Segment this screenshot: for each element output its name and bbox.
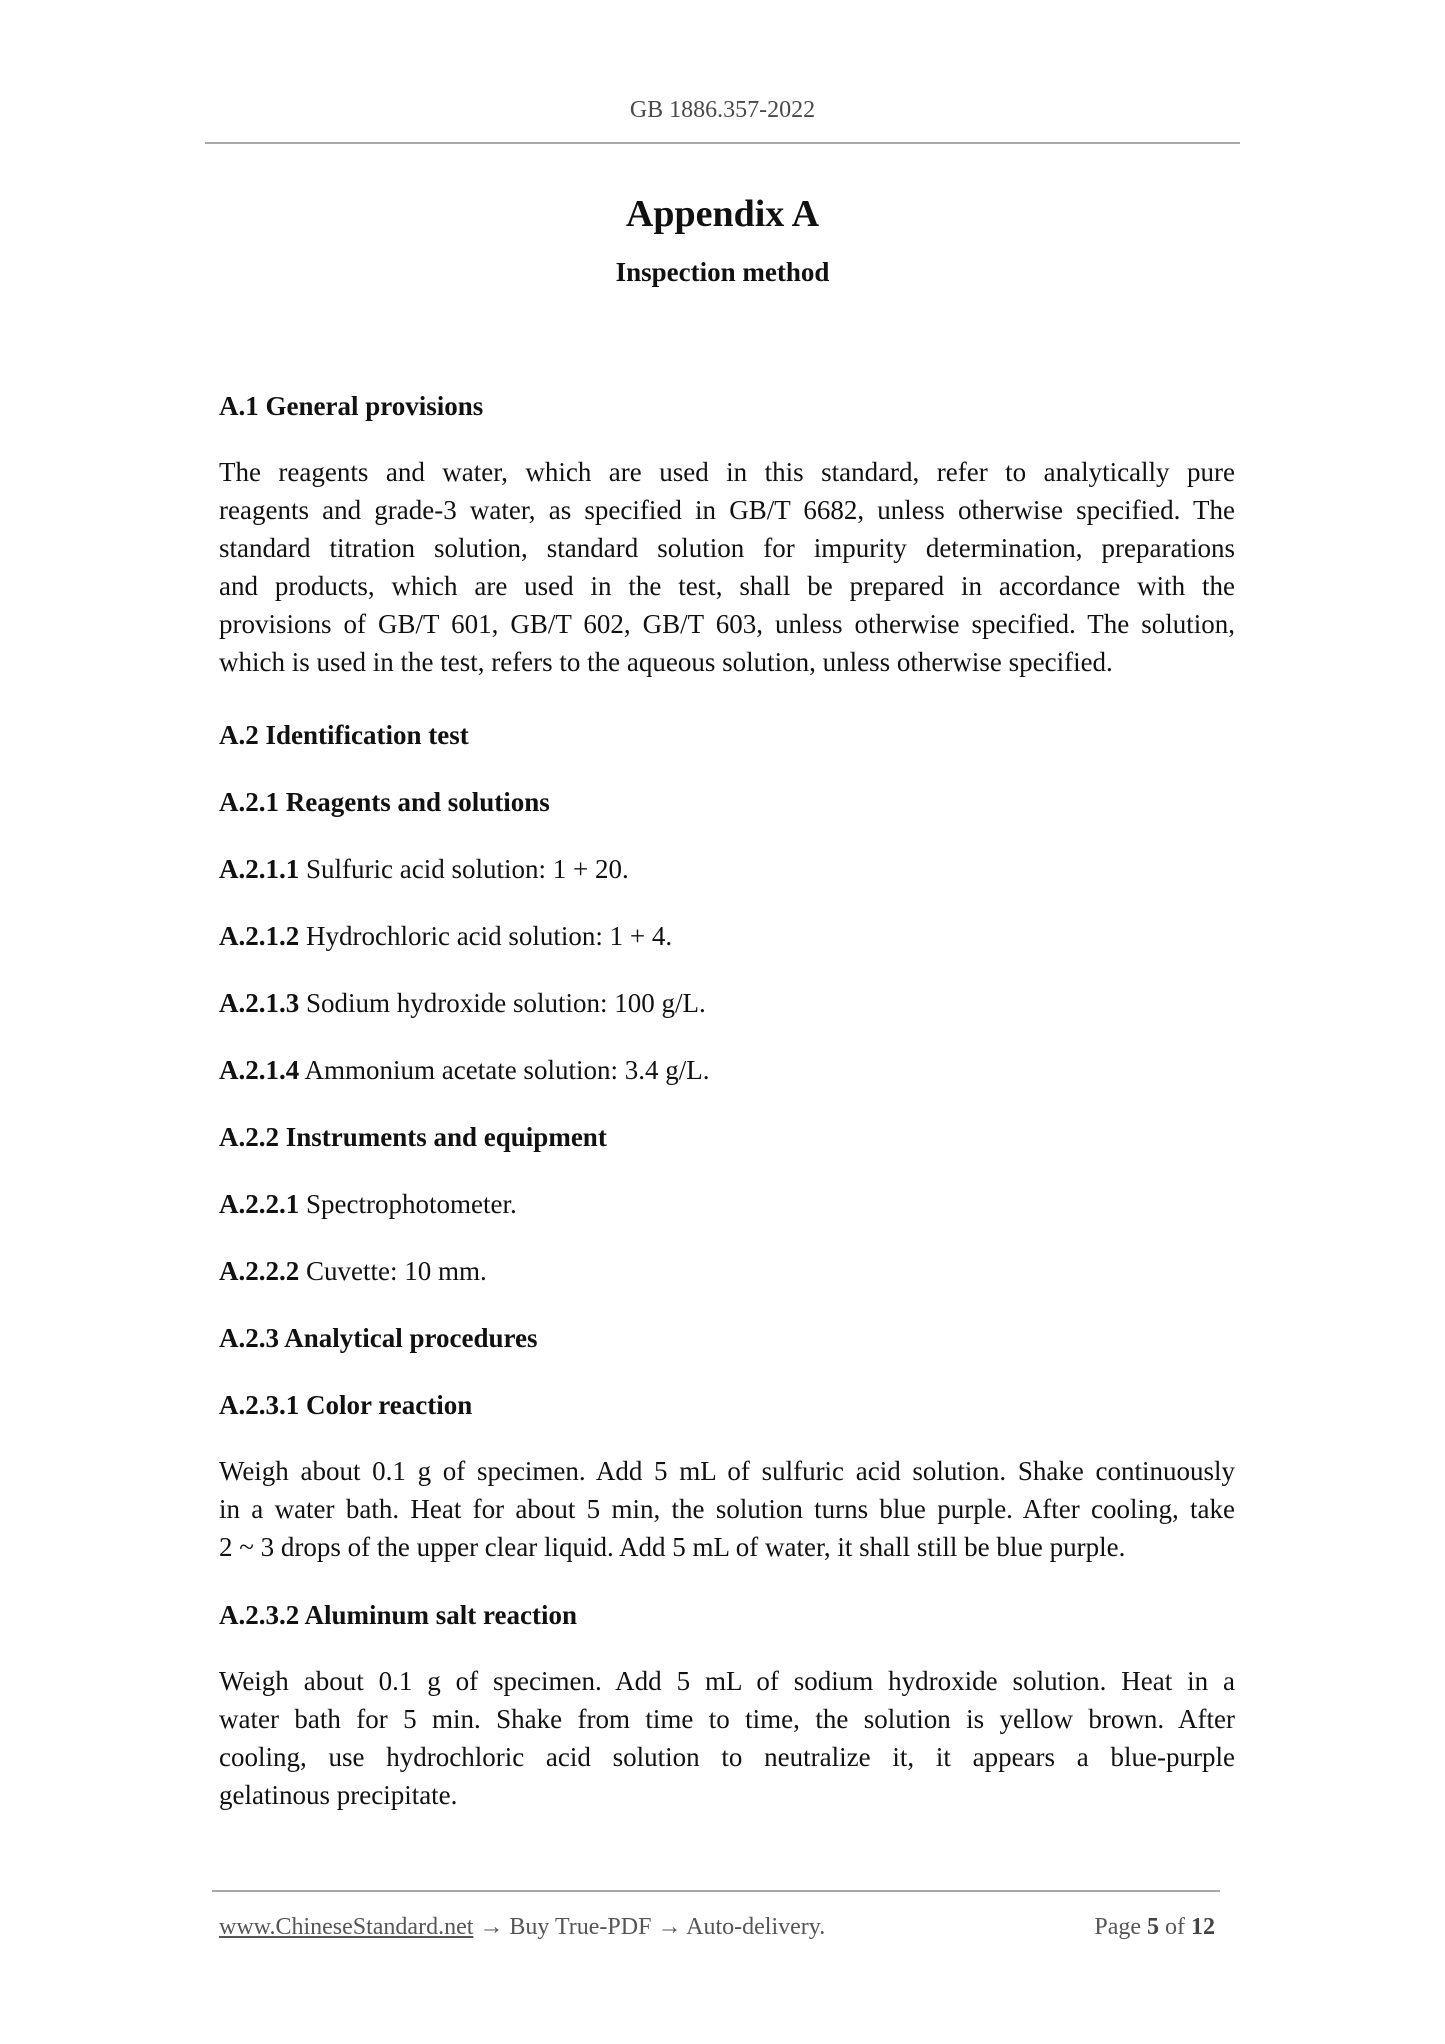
paragraph-line: which is used in the test, refers to the aqueous solution, unless otherwise specified. [219, 647, 1113, 677]
section-heading-a232: A.2.3.2 Aluminum salt reaction [219, 1600, 578, 1630]
page-indicator [1000, 1912, 1215, 1942]
paragraph-line: water bath for 5 min. Shake from time to time, the solution is yellow brown. After [219, 1704, 1235, 1734]
section-heading-a21: A.2.1 Reagents and solutions [219, 787, 550, 817]
arrow-right-icon: → [473, 1914, 510, 1940]
arrow-right-icon: → [651, 1914, 687, 1940]
paragraph-line: cooling, use hydrochloric acid solution to neutralize it, it appears a blue-purple [219, 1742, 1235, 1772]
appendix-subtitle: Inspection method [615, 257, 830, 287]
section-heading-a1: A.1 General provisions [219, 391, 484, 421]
item-number: A.2.1.1 [219, 854, 300, 884]
list-item-a213 [219, 986, 1235, 1020]
appendix-title: Appendix A [625, 193, 820, 235]
footer-promo [219, 1912, 825, 1942]
paragraph-line: and products, which are used in the test, shall be prepared in accordance with the [219, 571, 1235, 601]
item-number: A.2.1.3 [219, 988, 300, 1018]
paragraph-line: The reagents and water, which are used in this standard, refer to analytically pure [219, 457, 1235, 487]
paragraph-line: Weigh about 0.1 g of specimen. Add 5 mL of sulfuric acid solution. Shake continuously [219, 1456, 1235, 1486]
item-text: Ammonium acetate solution: 3.4 g/L. [299, 1055, 710, 1085]
list-item-a212 [219, 919, 1235, 953]
site-link[interactable]: www.ChineseStandard.net [219, 1914, 474, 1940]
item-text: Spectrophotometer. [299, 1189, 517, 1219]
item-text: Hydrochloric acid solution: 1 + 4. [299, 921, 673, 951]
auto-delivery-text: Auto-delivery. [686, 1914, 826, 1940]
paragraph-line: gelatinous precipitate. [219, 1780, 458, 1810]
item-number: A.2.2.2 [219, 1256, 300, 1286]
buy-true-pdf-text: Buy True-PDF [509, 1914, 652, 1940]
header-divider [205, 142, 1240, 144]
page-label: Page [1094, 1914, 1141, 1940]
section-heading-a231: A.2.3.1 Color reaction [219, 1390, 473, 1420]
section-a1-paragraph [219, 453, 1235, 681]
paragraph-line: Weigh about 0.1 g of specimen. Add 5 mL of sodium hydroxide solution. Heat in a [219, 1666, 1235, 1696]
item-text: Sulfuric acid solution: 1 + 20. [299, 854, 629, 884]
list-item-a211 [219, 852, 1235, 886]
list-item-a221 [219, 1187, 1235, 1221]
section-heading-a23: A.2.3 Analytical procedures [219, 1323, 538, 1353]
paragraph-line: reagents and grade-3 water, as specified in GB/T 6682, unless otherwise specified. The [219, 495, 1235, 525]
page-current: 5 [1147, 1914, 1159, 1940]
footer-divider [212, 1890, 1220, 1892]
list-item-a222 [219, 1254, 1235, 1288]
section-heading-a22: A.2.2 Instruments and equipment [219, 1122, 607, 1152]
item-number: A.2.1.2 [219, 921, 300, 951]
paragraph-line: provisions of GB/T 601, GB/T 602, GB/T 603, unless otherwise specified. The solution, [219, 609, 1235, 639]
paragraph-line: standard titration solution, standard solution for impurity determination, preparations [219, 533, 1235, 563]
item-text: Cuvette: 10 mm. [299, 1256, 487, 1286]
page-of-label: of [1165, 1914, 1185, 1940]
page-total: 12 [1191, 1914, 1215, 1940]
item-number: A.2.1.4 [219, 1055, 300, 1085]
section-a232-paragraph [219, 1662, 1235, 1814]
section-heading-a2: A.2 Identification test [219, 720, 469, 750]
paragraph-line: 2 ~ 3 drops of the upper clear liquid. Add 5 mL of water, it shall still be blue purple. [219, 1532, 1126, 1562]
item-text: Sodium hydroxide solution: 100 g/L. [299, 988, 706, 1018]
running-header-standard-id: GB 1886.357-2022 [629, 97, 816, 123]
section-a231-paragraph [219, 1452, 1235, 1566]
paragraph-line: in a water bath. Heat for about 5 min, the solution turns blue purple. After cooling, take [219, 1494, 1235, 1524]
item-number: A.2.2.1 [219, 1189, 300, 1219]
list-item-a214 [219, 1053, 1235, 1087]
